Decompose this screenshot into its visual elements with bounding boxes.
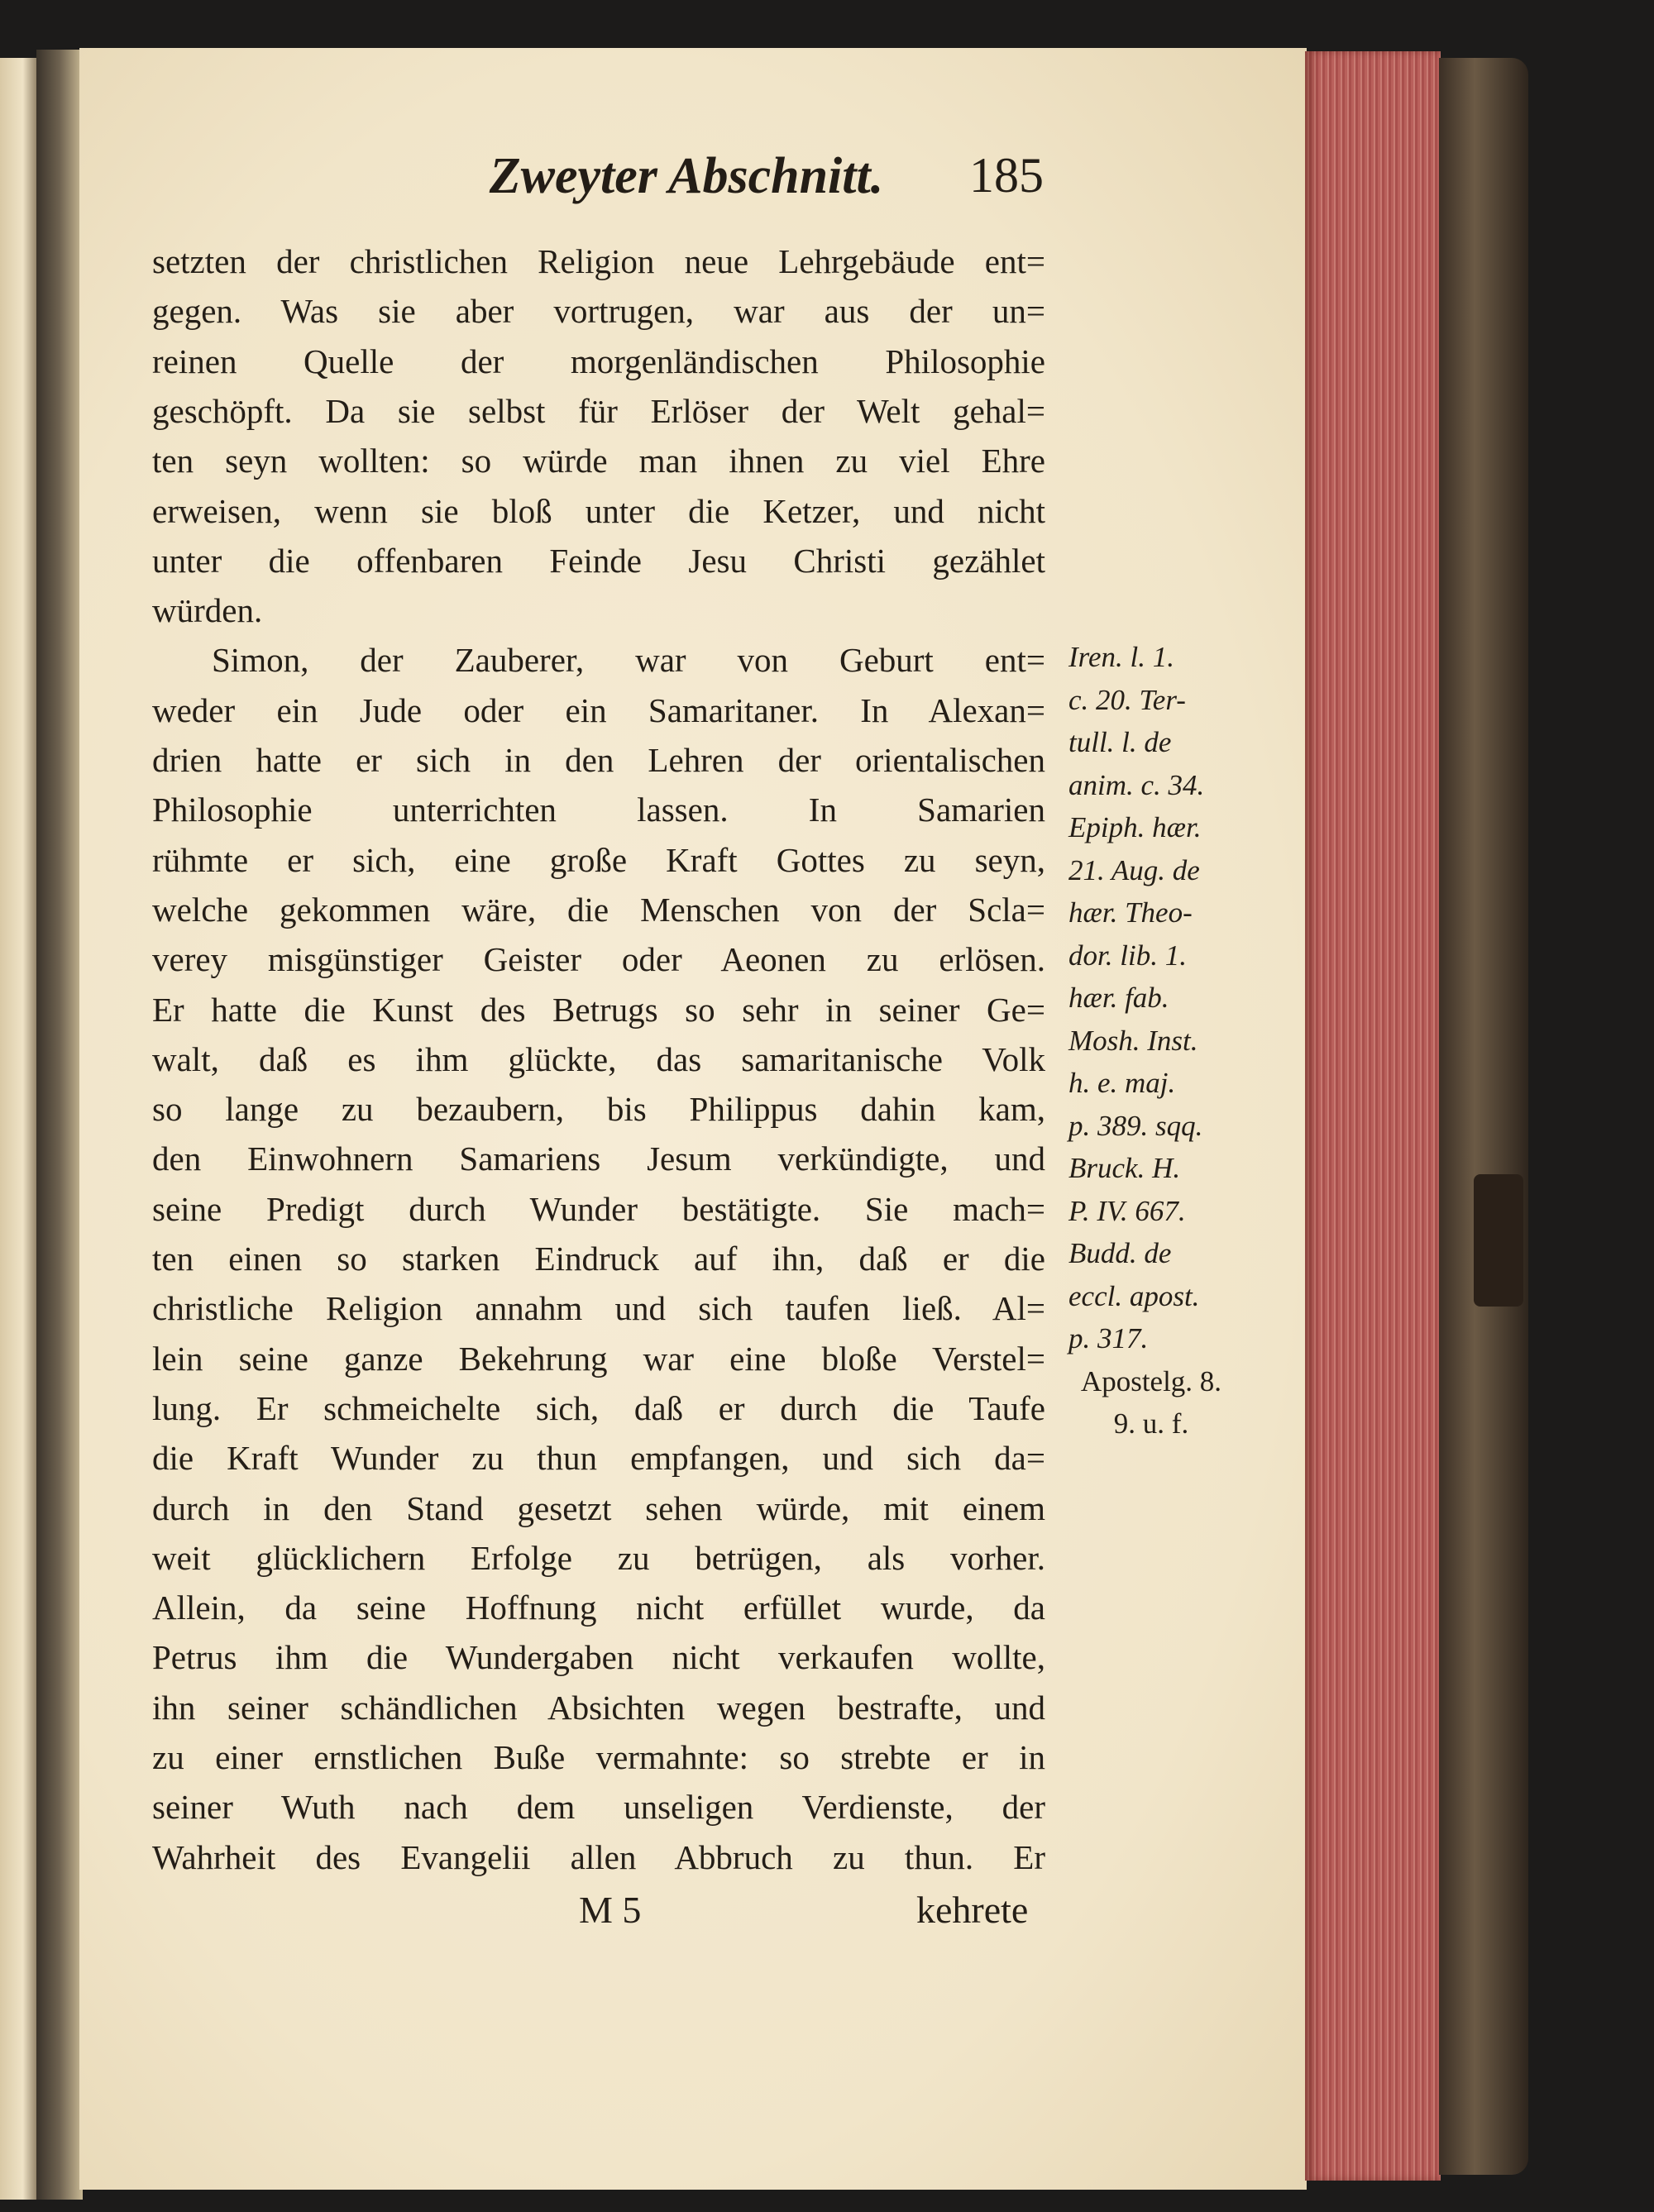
text-line: so lange zu bezaubern, bis Philippus dahin kam, bbox=[152, 1090, 1045, 1129]
margin-note: dor. lib. 1. bbox=[1068, 939, 1187, 972]
margin-note: Apostelg. 8. bbox=[1080, 1364, 1222, 1397]
text-line: seiner Wuth nach dem unseligen Verdienste, der bbox=[152, 1788, 1045, 1827]
margin-note: Epiph. hær. bbox=[1068, 811, 1202, 843]
margin-note: p. 389. sqq. bbox=[1068, 1109, 1203, 1142]
text-line: würden. bbox=[152, 591, 263, 630]
running-head: Zweyter Abschnitt. bbox=[489, 148, 884, 204]
text-line: Wahrheit des Evangelii allen Abbruch zu thun. Er bbox=[152, 1837, 1045, 1876]
text-line: unter die offenbaren Feinde Jesu Christi gezählet bbox=[152, 541, 1045, 580]
text-line: lung. Er schmeichelte sich, daß er durch die Taufe bbox=[152, 1388, 1045, 1427]
signature-mark: M 5 bbox=[579, 1889, 642, 1931]
margin-note: Budd. de bbox=[1068, 1237, 1172, 1269]
book-gutter bbox=[36, 50, 83, 2200]
margin-note: h. e. maj. bbox=[1068, 1067, 1176, 1099]
text-line: seine Predigt durch Wunder bestätigte. Sie mach= bbox=[152, 1189, 1045, 1228]
text-line: lein seine ganze Bekehrung war eine bloße Verstel= bbox=[152, 1339, 1045, 1378]
text-line: weder ein Jude oder ein Samaritaner. In Alexan= bbox=[152, 690, 1045, 729]
margin-note: hær. Theo- bbox=[1068, 896, 1193, 929]
previous-page-edge bbox=[0, 58, 38, 2200]
text-line: verey misgünstiger Geister oder Aeonen zu erlösen. bbox=[152, 940, 1045, 979]
text-line: gegen. Was sie aber vortrugen, war aus der un= bbox=[152, 292, 1045, 331]
text-line: Simon, der Zauberer, war von Geburt ent= bbox=[212, 641, 1045, 680]
text-line: walt, daß es ihm glückte, das samaritanische Volk bbox=[152, 1039, 1045, 1078]
margin-note: Mosh. Inst. bbox=[1068, 1024, 1198, 1057]
book-cover bbox=[1439, 58, 1528, 2175]
text-line: setzten der christlichen Religion neue Lehrgebäude ent= bbox=[152, 242, 1045, 280]
catchword: kehrete bbox=[916, 1889, 1029, 1931]
page-number: 185 bbox=[969, 148, 1044, 203]
text-line: drien hatte er sich in den Lehren der orientalischen bbox=[152, 741, 1045, 779]
margin-note: 9. u. f. bbox=[1113, 1407, 1189, 1440]
margin-note: Bruck. H. bbox=[1068, 1152, 1181, 1184]
margin-note: P. IV. 667. bbox=[1068, 1194, 1186, 1227]
margin-note: 21. Aug. de bbox=[1068, 853, 1200, 886]
text-line: erweisen, wenn sie bloß unter die Ketzer, und nicht bbox=[152, 491, 1045, 530]
margin-note: tull. l. de bbox=[1068, 726, 1172, 758]
text-line: reinen Quelle der morgenländischen Philosophie bbox=[152, 342, 1045, 380]
book-clasp bbox=[1474, 1174, 1523, 1307]
text-line: weit glücklichern Erfolge zu betrügen, als vorher. bbox=[152, 1538, 1045, 1577]
text-line: rühmte er sich, eine große Kraft Gottes zu seyn, bbox=[152, 840, 1045, 879]
margin-note: anim. c. 34. bbox=[1068, 768, 1205, 801]
text-line: zu einer ernstlichen Buße vermahnte: so strebte er in bbox=[152, 1738, 1045, 1776]
text-line: den Einwohnern Samariens Jesum verkündigte, und bbox=[152, 1139, 1045, 1178]
text-line: die Kraft Wunder zu thun empfangen, und sich da= bbox=[152, 1439, 1045, 1478]
text-line: ten einen so starken Eindruck auf ihn, daß er die bbox=[152, 1240, 1045, 1278]
text-line: ihn seiner schändlichen Absichten wegen bestrafte, und bbox=[152, 1688, 1045, 1727]
margin-note: hær. fab. bbox=[1068, 982, 1169, 1014]
red-page-edges bbox=[1305, 51, 1441, 2181]
margin-note: p. 317. bbox=[1068, 1322, 1149, 1354]
margin-note: c. 20. Ter- bbox=[1068, 683, 1186, 716]
text-line: Er hatte die Kunst des Betrugs so sehr in seiner Ge= bbox=[152, 990, 1045, 1029]
text-line: durch in den Stand gesetzt sehen würde, mit einem bbox=[152, 1488, 1045, 1527]
text-line: geschöpft. Da sie selbst für Erlöser der Welt gehal= bbox=[152, 391, 1045, 430]
text-line: Philosophie unterrichten lassen. In Samarien bbox=[152, 791, 1045, 829]
margin-note: eccl. apost. bbox=[1068, 1279, 1200, 1312]
text-line: ten seyn wollten: so würde man ihnen zu viel Ehre bbox=[152, 442, 1045, 480]
text-line: Petrus ihm die Wundergaben nicht verkaufen wollte, bbox=[152, 1638, 1045, 1677]
margin-note: Iren. l. 1. bbox=[1068, 641, 1174, 673]
text-line: welche gekommen wäre, die Menschen von der Scla= bbox=[152, 890, 1045, 929]
text-line: christliche Religion annahm und sich taufen ließ. Al= bbox=[152, 1289, 1045, 1328]
text-line: Allein, da seine Hoffnung nicht erfüllet wurde, da bbox=[152, 1589, 1045, 1627]
